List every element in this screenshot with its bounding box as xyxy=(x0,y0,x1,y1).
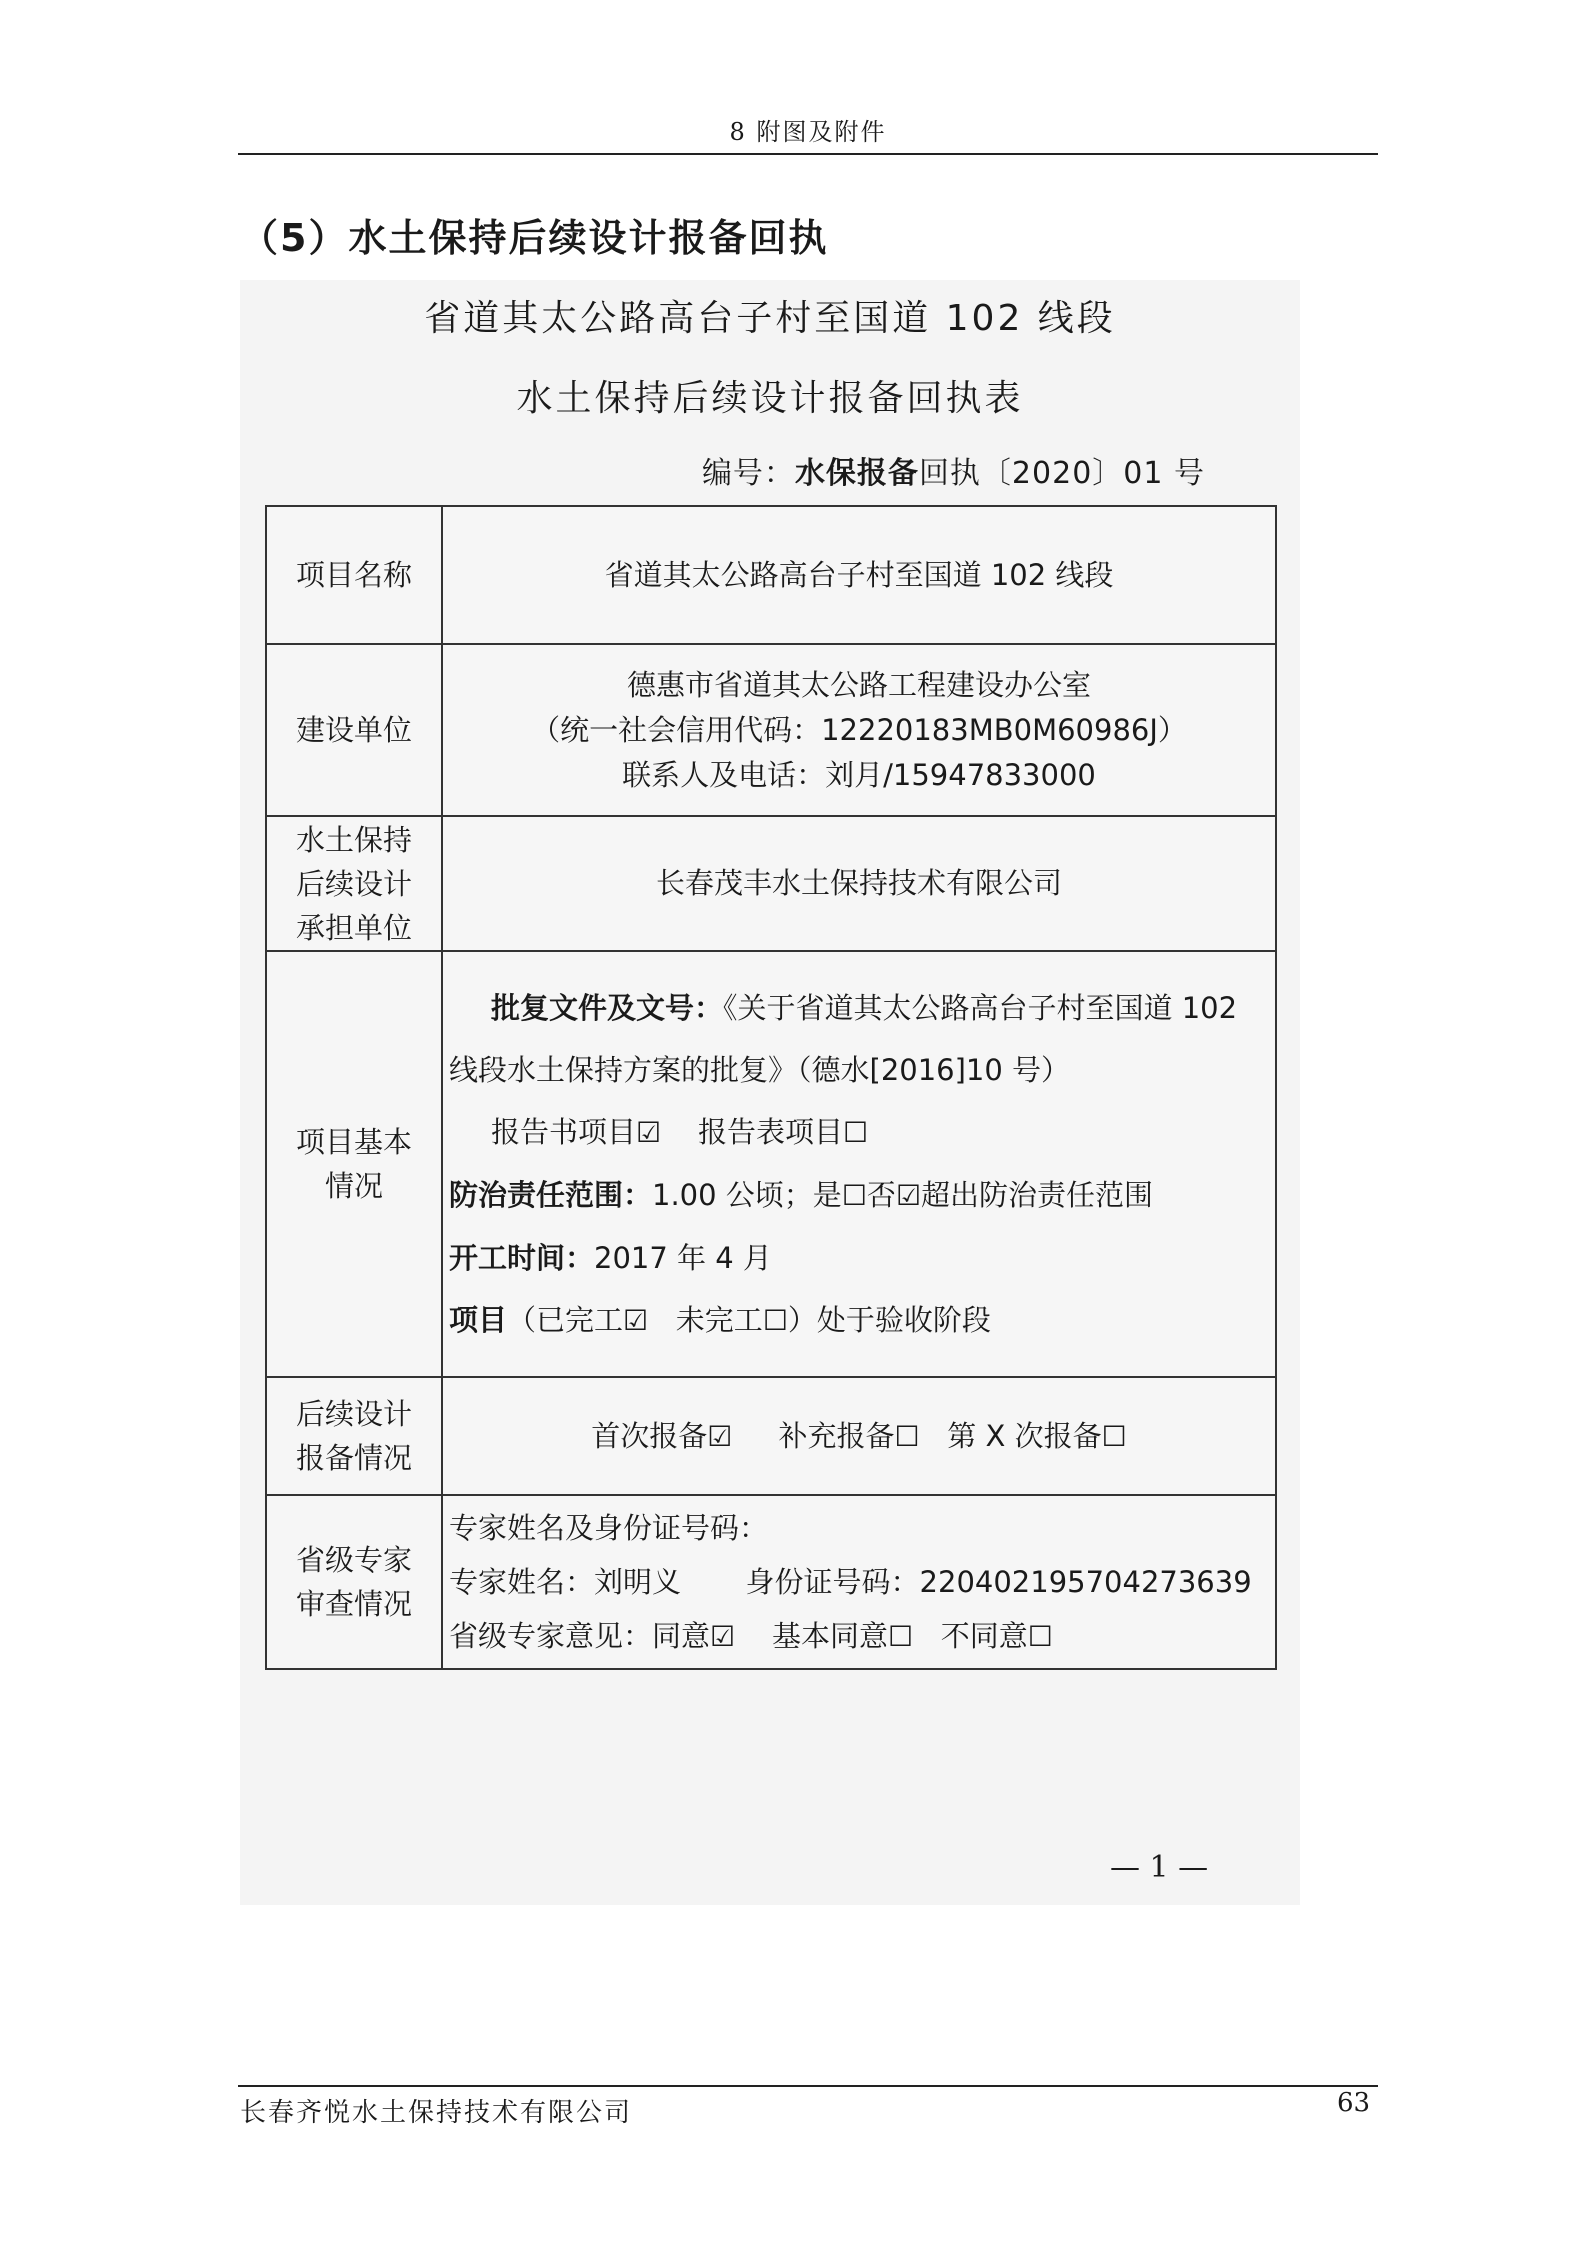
checkbox-checked-icon: ☑ xyxy=(895,1178,922,1212)
approval-line: 批复文件及文号：《关于省道其太公路高台子村至国道 102 xyxy=(491,990,1238,1025)
value-basic-info xyxy=(442,951,1276,1377)
section-title: （5）水土保持后续设计报备回执 xyxy=(240,216,829,260)
footer-company: 长春齐悦水土保持技术有限公司 xyxy=(240,2098,633,2128)
checkbox-empty-icon: ☐ xyxy=(894,1419,920,1453)
checkbox-empty-icon: ☐ xyxy=(762,1303,788,1337)
checkbox-checked-icon: ☑ xyxy=(623,1303,649,1337)
builder-credit-code: （统一社会信用代码：12220183MB0M60986J） xyxy=(531,712,1187,747)
scanned-form xyxy=(240,280,1300,1905)
row-builder xyxy=(266,644,1276,816)
checkbox-empty-icon: ☐ xyxy=(1027,1619,1053,1653)
scope-line: 防治责任范围：1.00 公顷；是☐否☑超出防治责任范围 xyxy=(449,1164,1275,1227)
row-project-name xyxy=(266,506,1276,644)
value-expert xyxy=(442,1495,1276,1669)
footer-page-number: 63 xyxy=(1337,2088,1371,2118)
value-builder xyxy=(442,644,1276,816)
checkbox-empty-icon: ☐ xyxy=(843,1115,869,1149)
form-title-line1: 省道其太公路高台子村至国道 102 线段 xyxy=(424,298,1116,339)
label-designer: 水土保持 后续设计 承担单位 xyxy=(266,816,442,951)
row-designer xyxy=(266,816,1276,951)
label-basic-info: 项目基本 情况 xyxy=(266,951,442,1377)
row-filing xyxy=(266,1377,1276,1495)
form-title-line2: 水土保持后续设计报备回执表 xyxy=(516,378,1024,419)
label-builder: 建设单位 xyxy=(266,644,442,816)
footer-rule xyxy=(238,2085,1378,2087)
value-project-name: 省道其太公路高台子村至国道 102 线段 xyxy=(442,506,1276,644)
checkbox-checked-icon: ☑ xyxy=(636,1115,662,1149)
checkbox-empty-icon: ☐ xyxy=(888,1619,914,1653)
filing-table xyxy=(265,505,1277,1670)
label-project-name: 项目名称 xyxy=(266,506,442,644)
header-rule xyxy=(238,153,1378,155)
expert-name-id: 专家姓名：刘明义 身份证号码：220402195704273639 xyxy=(449,1564,1252,1599)
form-number: 编号：水保报备回执〔2020〕01 号 xyxy=(701,456,1205,491)
row-expert xyxy=(266,1495,1276,1669)
label-expert: 省级专家 审查情况 xyxy=(266,1495,442,1669)
checkbox-empty-icon: ☐ xyxy=(841,1178,867,1212)
checkbox-checked-icon: ☑ xyxy=(707,1419,733,1453)
approval-line2: 线段水土保持方案的批复》（德水[2016]10 号） xyxy=(449,1052,1071,1087)
value-filing: 首次报备☑ 补充报备☐ 第 X 次报备☐ xyxy=(442,1377,1276,1495)
status-line: 项目（已完工☑ 未完工☐）处于验收阶段 xyxy=(449,1289,1275,1352)
builder-name: 德惠市省道其太公路工程建设办公室 xyxy=(626,667,1091,702)
page-header: 8 附图及附件 xyxy=(729,118,887,146)
form-page-number: — 1 — xyxy=(1110,1850,1209,1885)
row-basic-info xyxy=(266,951,1276,1377)
label-filing: 后续设计 报备情况 xyxy=(266,1377,442,1495)
checkbox-empty-icon: ☐ xyxy=(1101,1419,1127,1453)
expert-opinion: 省级专家意见：同意☑ 基本同意☐ 不同意☐ xyxy=(449,1609,1275,1664)
checkbox-checked-icon: ☑ xyxy=(710,1619,736,1653)
start-time-line: 开工时间：2017 年 4 月 xyxy=(449,1240,772,1275)
builder-contact: 联系人及电话：刘月/15947833000 xyxy=(622,757,1096,792)
report-type-line: 报告书项目☑ 报告表项目☐ xyxy=(449,1101,1275,1164)
expert-header: 专家姓名及身份证号码： xyxy=(449,1510,769,1545)
value-designer: 长春茂丰水土保持技术有限公司 xyxy=(442,816,1276,951)
